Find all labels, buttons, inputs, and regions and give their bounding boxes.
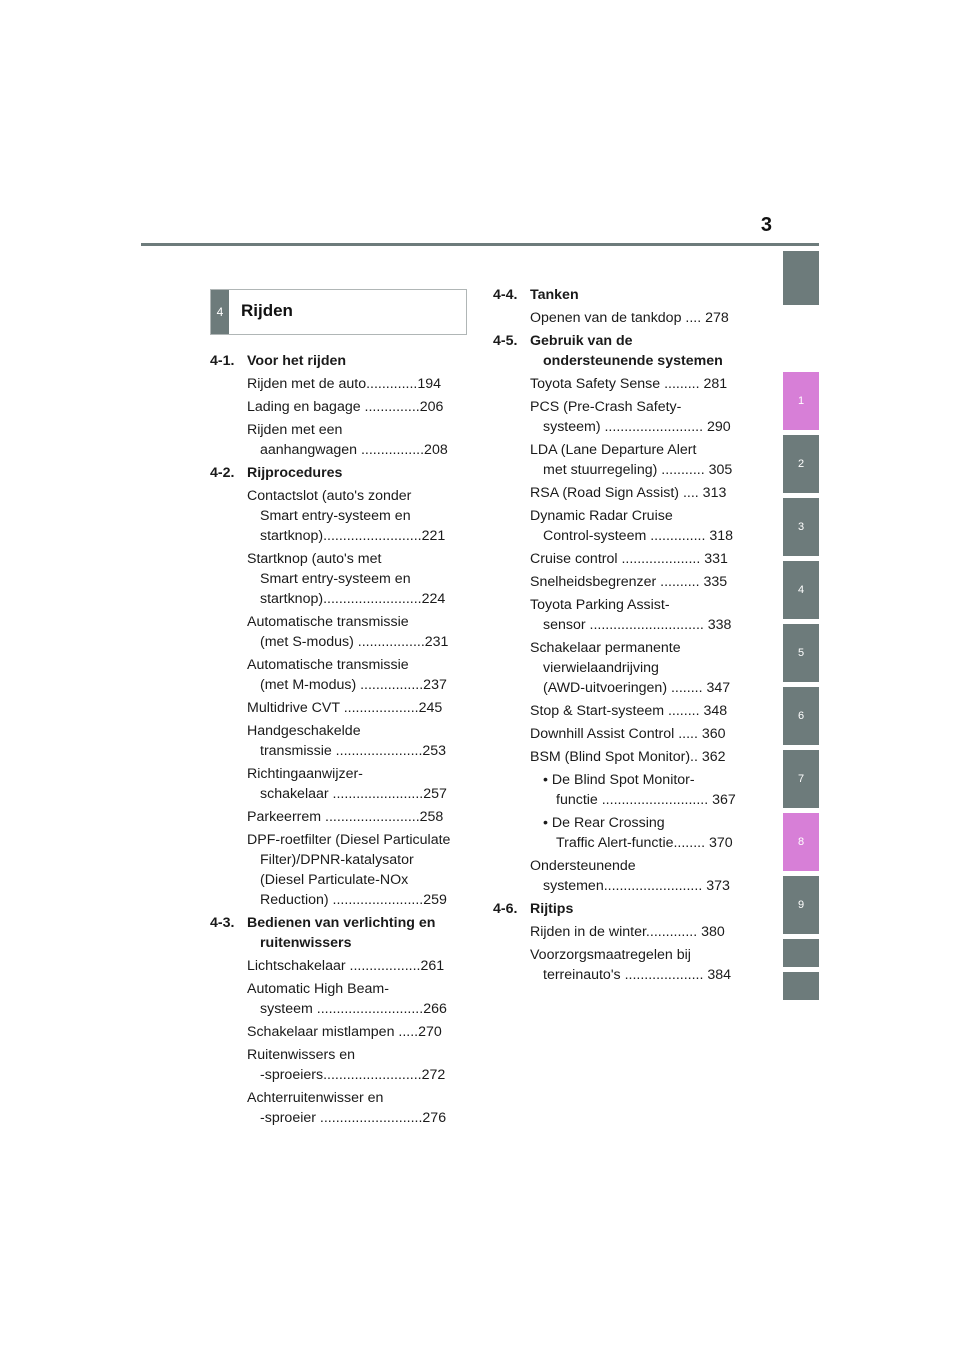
toc-section (210, 351, 465, 460)
chapter-tab[interactable]: 3 (783, 498, 819, 556)
chapter-tab[interactable]: 6 (783, 687, 819, 745)
chapter-tab[interactable]: 1 (783, 372, 819, 430)
toc-entry[interactable]: Automatische transmissie (met M-modus) ................237 (247, 657, 447, 693)
section-heading[interactable] (493, 899, 743, 919)
toc-entry[interactable]: PCS (Pre-Crash Safety- systeem) ......................... 290 (530, 399, 731, 435)
header-rule (141, 243, 819, 246)
chapter-tab[interactable]: 2 (783, 435, 819, 493)
toc-entry[interactable]: LDA (Lane Departure Alert met stuurregeling) ........... 305 (530, 442, 733, 478)
toc-entry[interactable]: Startknop (auto's met Smart entry-systeem en startknop).........................224 (247, 551, 446, 607)
chapter-tab[interactable]: 4 (783, 561, 819, 619)
toc-column-right (493, 285, 743, 988)
section-number: 4-2. (210, 465, 235, 481)
section-heading[interactable] (493, 331, 743, 371)
chapter-tab[interactable]: 5 (783, 624, 819, 682)
toc-subentry[interactable]: • De Rear Crossing Traffic Alert-functie........ 370 (543, 815, 733, 851)
toc-entry[interactable]: Richtingaanwijzer- schakelaar .......................257 (247, 766, 447, 802)
section-number: 4-4. (493, 287, 518, 303)
chapter-tab[interactable] (783, 939, 819, 967)
chapter-tab-strip (783, 0, 819, 1358)
toc-entry[interactable]: Lading en bagage ..............206 (247, 399, 444, 415)
toc-column-left (210, 351, 465, 1131)
toc-entry[interactable]: Schakelaar permanente vierwielaandrijving (AWD-uitvoeringen) ........ 347 (530, 640, 731, 696)
section-number: 4-3. (210, 915, 235, 931)
toc-entry[interactable]: Rijden in de winter............. 380 (530, 924, 725, 940)
page-number: 3 (760, 214, 772, 236)
toc-section (493, 331, 743, 896)
toc-entry[interactable]: Schakelaar mistlampen .....270 (247, 1024, 442, 1040)
toc-entry[interactable]: Toyota Safety Sense ......... 281 (530, 376, 728, 392)
toc-entry[interactable]: Lichtschakelaar ..................261 (247, 958, 445, 974)
section-number: 4-6. (493, 901, 518, 917)
toc-entry[interactable]: Rijden met een aanhangwagen ................208 (247, 422, 448, 458)
toc-entry[interactable]: DPF-roetfilter (Diesel Particulate Filter)/DPNR-katalysator (Diesel Particulate-NOx Reduction) .......................259 (247, 832, 451, 908)
chapter-tab[interactable]: 7 (783, 750, 819, 808)
toc-entry[interactable]: Contactslot (auto's zonder Smart entry-systeem en startknop).........................221 (247, 488, 446, 544)
chapter-tab[interactable] (783, 251, 819, 305)
toc-entry[interactable]: Cruise control .................... 331 (530, 551, 728, 567)
toc-entry[interactable]: Dynamic Radar Cruise Control-systeem .............. 318 (530, 508, 734, 544)
toc-entry[interactable]: Automatic High Beam- systeem ...........................266 (247, 981, 447, 1017)
toc-entry[interactable]: Ruitenwissers en -sproeiers.........................272 (247, 1047, 446, 1083)
chapter-heading-box (210, 289, 467, 335)
toc-entry[interactable]: Toyota Parking Assist- sensor ............................. 338 (530, 597, 732, 633)
section-title: Gebruik van de ondersteunende systemen (530, 333, 723, 369)
section-title: Tanken (530, 287, 579, 303)
chapter-tab[interactable]: 8 (783, 813, 819, 871)
toc-entry[interactable]: Voorzorgsmaatregelen bij terreinauto's .................... 384 (530, 947, 732, 983)
toc-section (493, 899, 743, 985)
chapter-tab[interactable] (783, 972, 819, 1000)
section-heading[interactable] (210, 351, 465, 371)
section-heading[interactable] (210, 913, 465, 953)
toc-entry[interactable]: Handgeschakelde transmissie ......................253 (247, 723, 447, 759)
toc-entry[interactable]: Multidrive CVT ...................245 (247, 700, 443, 716)
section-title: Rijtips (530, 901, 574, 917)
section-title: Voor het rijden (247, 353, 347, 369)
section-title: Rijprocedures (247, 465, 343, 481)
chapter-number: 4 (211, 290, 229, 334)
toc-entry[interactable]: Rijden met de auto.............194 (247, 376, 442, 392)
chapter-tab[interactable]: 9 (783, 876, 819, 934)
section-title: Bedienen van verlichting en ruitenwissers (247, 915, 436, 951)
toc-entry[interactable]: Parkeerrem ........................258 (247, 809, 444, 825)
toc-entry[interactable]: Achterruitenwisser en -sproeier ..........................276 (247, 1090, 447, 1126)
toc-section (210, 463, 465, 910)
toc-entry[interactable]: Stop & Start-systeem ........ 348 (530, 703, 728, 719)
toc-subentry[interactable]: • De Blind Spot Monitor- functie ........................... 367 (543, 772, 736, 808)
toc-entry[interactable]: Openen van de tankdop .... 278 (530, 310, 729, 326)
toc-entry[interactable]: Downhill Assist Control ..... 360 (530, 726, 726, 742)
toc-entry[interactable]: Ondersteunende systemen......................... 373 (530, 858, 730, 894)
section-number: 4-1. (210, 353, 235, 369)
toc-section (210, 913, 465, 1128)
chapter-title: Rijden (241, 301, 293, 320)
toc-entry[interactable]: Snelheidsbegrenzer .......... 335 (530, 574, 728, 590)
toc-entry[interactable]: Automatische transmissie (met S-modus) .................231 (247, 614, 449, 650)
toc-entry[interactable]: RSA (Road Sign Assist) .... 313 (530, 485, 727, 501)
section-heading[interactable] (493, 285, 743, 305)
toc-section (493, 285, 743, 328)
section-heading[interactable] (210, 463, 465, 483)
toc-entry[interactable]: BSM (Blind Spot Monitor).. 362 (530, 749, 726, 765)
section-number: 4-5. (493, 333, 518, 349)
